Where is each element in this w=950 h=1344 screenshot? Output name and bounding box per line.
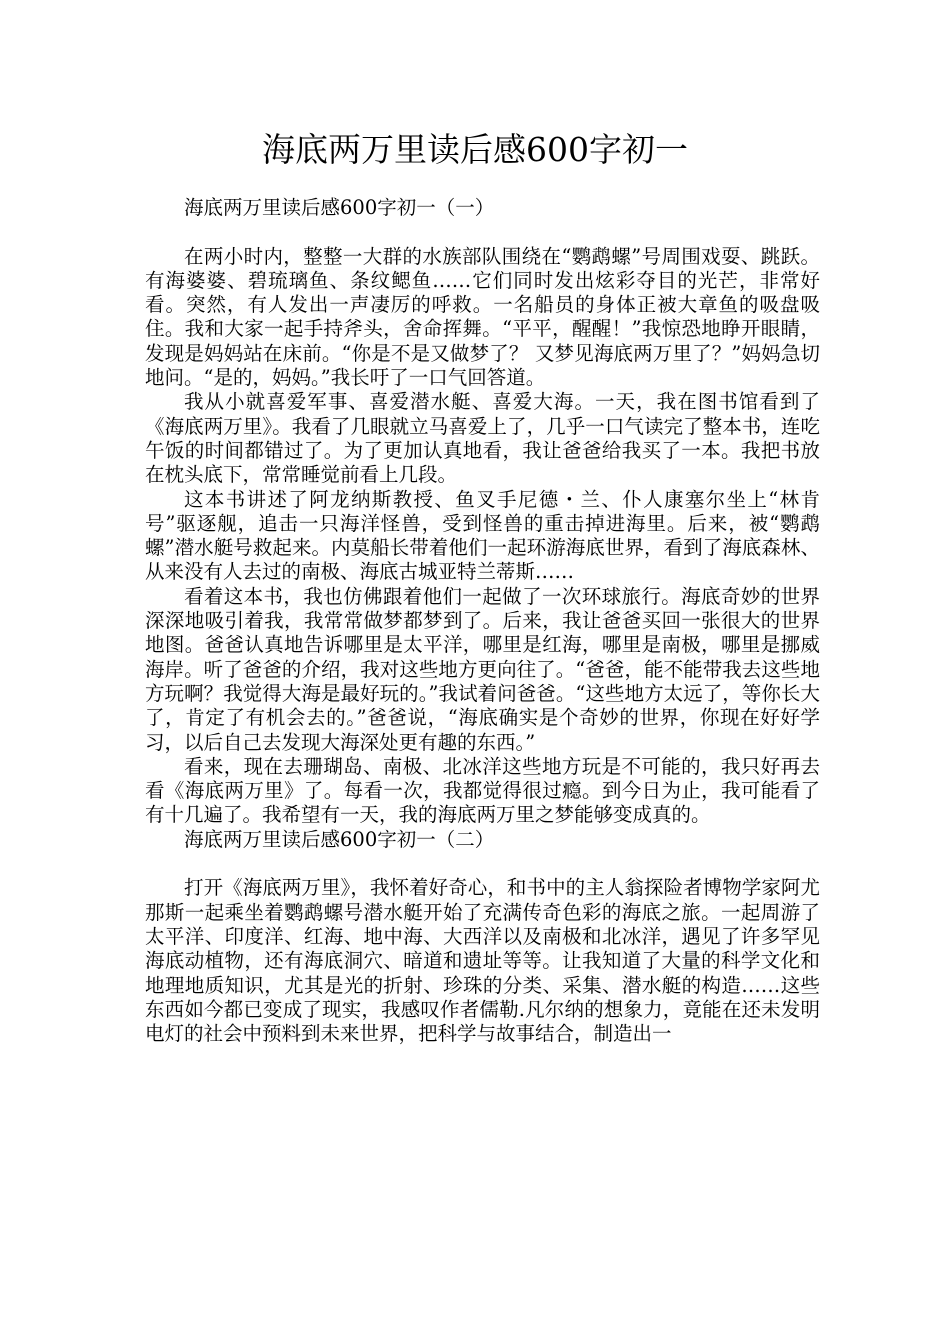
paragraph: 打开《海底两万里》，我怀着好奇心，和书中的主人翁探险者博物学家阿尤那斯一起乘坐着鹦鹉螺号潜水艇开始了充满传奇色彩的海底之旅。一起周游了太平洋、印度洋、红海、地中海、大西洋以及南极和北冰洋，遇见了许多罕见海底动植物，还有海底洞穴、暗道和遗址等等。让我知道了大量的科学文化和地理地质知识，尤其是光的折射、珍珠的分类、采集、潜水艇的构造……这些东西如今都已变成了现实，我感叹作者儒勒.凡尔纳的想象力，竟能在还未发明电灯的社会中预料到未来世界，把科学与故事结合，制造出一: [145, 876, 820, 1046]
paragraph: 看来，现在去珊瑚岛、南极、北冰洋这些地方玩是不可能的，我只好再去看《海底两万里》了。每看一次，我都觉得很过瘾。到今日为止，我可能看了有十几遍了。我希望有一天，我的海底两万里之梦能够变成真的。: [145, 754, 820, 827]
section-heading-2: 海底两万里读后感600字初一（二）: [184, 827, 495, 851]
paragraph: 看着这本书，我也仿佛跟着他们一起做了一次环球旅行。海底奇妙的世界深深地吸引着我，我常常做梦都梦到了。后来，我让爸爸买回一张很大的世界地图。爸爸认真地告诉哪里是太平洋，哪里是红海，哪里是南极，哪里是挪威海岸。听了爸爸的介绍，我对这些地方更向往了。“爸爸，能不能带我去这些地方玩啊？我觉得大海是最好玩的。”我试着问爸爸。“这些地方太远了，等你长大了，肯定了有机会去的。”爸爸说，“海底确实是个奇妙的世界，你现在好好学习，以后自己去发现大海深处更有趣的东西。”: [145, 584, 820, 754]
paragraph: 我从小就喜爱军事、喜爱潜水艇、喜爱大海。一天，我在图书馆看到了《海底两万里》。我看了几眼就立马喜爱上了，几乎一口气读完了整本书，连吃午饭的时间都错过了。为了更加认真地看，我让爸爸给我买了一本。我把书放在枕头底下，常常睡觉前看上几段。: [145, 390, 820, 487]
section-heading-1: 海底两万里读后感600字初一（一）: [184, 196, 495, 219]
paragraph: 在两小时内，整整一大群的水族部队围绕在“鹦鹉螺”号周围戏耍、跳跃。有海婆婆、碧琉璃鱼、条纹鳃鱼……它们同时发出炫彩夺目的光芒，非常好看。突然，有人发出一声凄厉的呼救。一名船员的身体正被大章鱼的吸盘吸住。我和大家一起手持斧头，舍命挥舞。“平平，醒醒！”我惊恐地睁开眼睛，发现是妈妈站在床前。“你是不是又做梦了？ 又梦见海底两万里了？”妈妈急切地问。“是的，妈妈。”我长吁了一口气回答道。: [145, 244, 820, 390]
paragraph: 这本书讲述了阿龙纳斯教授、鱼叉手尼德・兰、仆人康塞尔坐上“林肯号”驱逐舰，追击一只海洋怪兽，受到怪兽的重击掉进海里。后来，被“鹦鹉螺”潜水艇号救起来。内莫船长带着他们一起环游海底世界，看到了海底森林、从来没有人去过的南极、海底古城亚特兰蒂斯……: [145, 487, 820, 584]
document-title: 海底两万里读后感600字初一: [262, 130, 688, 169]
document-body: [145, 196, 820, 1046]
